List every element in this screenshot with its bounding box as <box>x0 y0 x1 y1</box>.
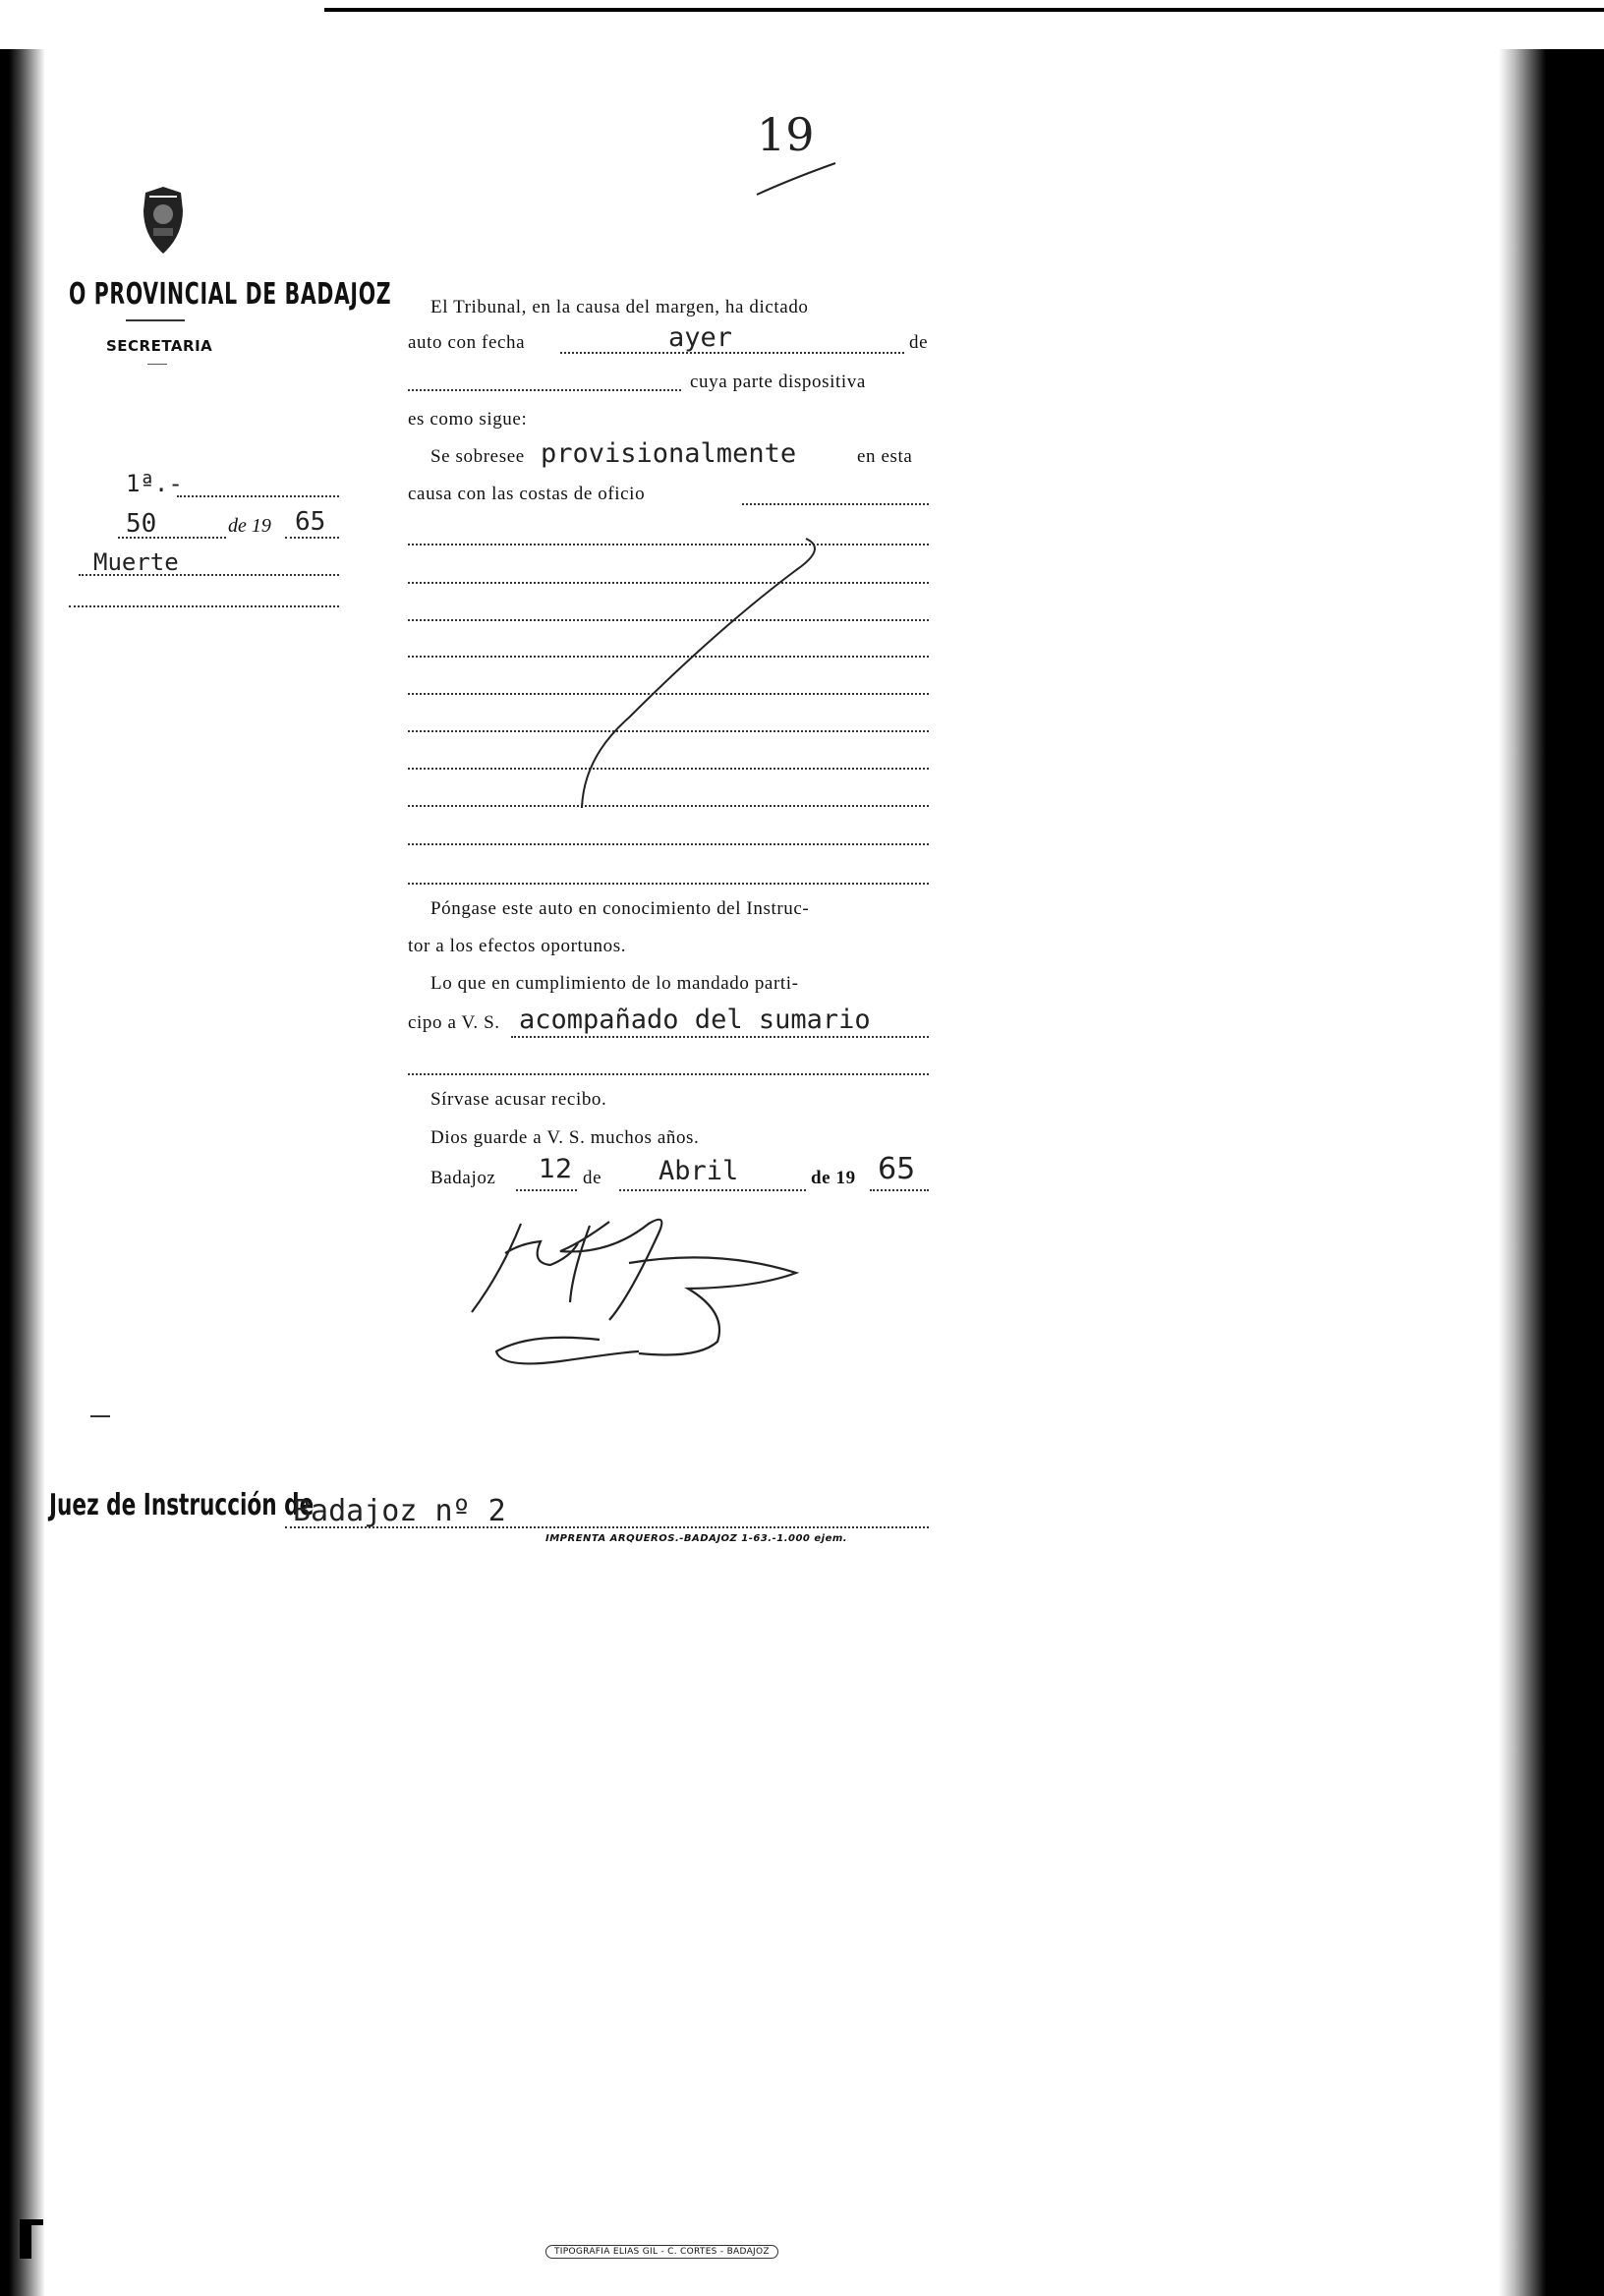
case-number-dots <box>118 537 226 539</box>
scan-top-edge <box>324 8 1604 12</box>
body-line-6: causa con las costas de oficio <box>408 484 646 504</box>
date-day-dots <box>516 1189 577 1191</box>
date-year-prefix: de 19 <box>811 1168 856 1188</box>
addressee-value: Badajoz nº 2 <box>293 1494 506 1528</box>
section-rule <box>147 364 167 365</box>
auto-date-value: ayer <box>668 322 733 353</box>
date-place: Badajoz <box>430 1168 496 1188</box>
case-year: 65 <box>295 507 326 537</box>
para-3-blank-line <box>408 1073 929 1075</box>
date-month: Abril <box>659 1156 739 1186</box>
closing-line-1: Sírvase acusar recibo. <box>430 1089 607 1110</box>
date-day: 12 <box>539 1154 573 1184</box>
accompanied-value: acompañado del sumario <box>519 1004 871 1035</box>
case-year-dots <box>285 537 339 539</box>
coat-of-arms-emblem <box>136 185 191 258</box>
body-line-5-suffix: en esta <box>857 446 913 467</box>
body-line-4: es como sigue: <box>408 409 528 430</box>
footer-stamp: TIPOGRAFIA ELIAS GIL - C. CORTES - BADAJOZ <box>545 2245 778 2259</box>
margin-dash <box>90 1415 110 1417</box>
case-line-1-dots <box>177 495 339 497</box>
date-year: 65 <box>878 1152 916 1186</box>
body-line-3-suffix: cuya parte dispositiva <box>690 372 866 392</box>
date-month-dots <box>619 1189 806 1191</box>
addressee-dots <box>285 1526 929 1528</box>
para-3-dots <box>511 1036 929 1038</box>
para-2-line-2: tor a los efectos oportunos. <box>408 936 627 956</box>
page-number: 19 <box>757 108 815 161</box>
corner-mark-top <box>20 2219 43 2225</box>
scan-right-edge <box>1499 49 1604 2296</box>
body-line-2-suffix: de <box>909 332 929 353</box>
para-3-line-2-prefix: cipo a V. S. <box>408 1012 500 1033</box>
case-year-label: de 19 <box>228 515 271 537</box>
case-extra-dots <box>69 605 339 607</box>
body-line-5-prefix: Se sobresee <box>430 446 525 467</box>
date-year-dots <box>870 1189 929 1191</box>
corner-mark <box>20 2219 31 2259</box>
para-3-line-1: Lo que en cumplimiento de lo mandado parti- <box>430 973 799 994</box>
date-de-label: de <box>583 1168 602 1188</box>
secretaria-label: SECRETARIA <box>106 337 213 355</box>
line-6-dots <box>742 503 929 505</box>
case-type-dots <box>79 574 339 576</box>
heading-rule <box>126 319 185 321</box>
office-heading: O PROVINCIAL DE BADAJOZ <box>69 277 392 312</box>
case-number: 50 <box>126 509 157 539</box>
case-type: Muerte <box>93 548 179 576</box>
printer-imprint: IMPRENTA ARQUEROS.-BADAJOZ 1-63.-1.000 ejem. <box>545 1533 848 1544</box>
scan-left-edge <box>0 49 45 2296</box>
addressee-prefix: Juez de Instrucción de <box>49 1488 315 1522</box>
strike-through-stroke <box>570 531 845 816</box>
closing-line-2: Dios guarde a V. S. muchos años. <box>430 1127 700 1148</box>
case-line-1: 1ª.- <box>126 470 183 497</box>
signature <box>462 1204 816 1376</box>
decision-value: provisionalmente <box>541 438 797 469</box>
blank-line-9 <box>408 843 929 845</box>
para-2-line-1: Póngase este auto en conocimiento del Instruc- <box>430 898 810 919</box>
body-line-2-prefix: auto con fecha <box>408 332 526 353</box>
page-number-underline <box>752 157 840 201</box>
line-3-dots <box>408 389 681 391</box>
body-line-1: El Tribunal, en la causa del margen, ha dictado <box>430 297 809 317</box>
blank-line-10 <box>408 883 929 885</box>
